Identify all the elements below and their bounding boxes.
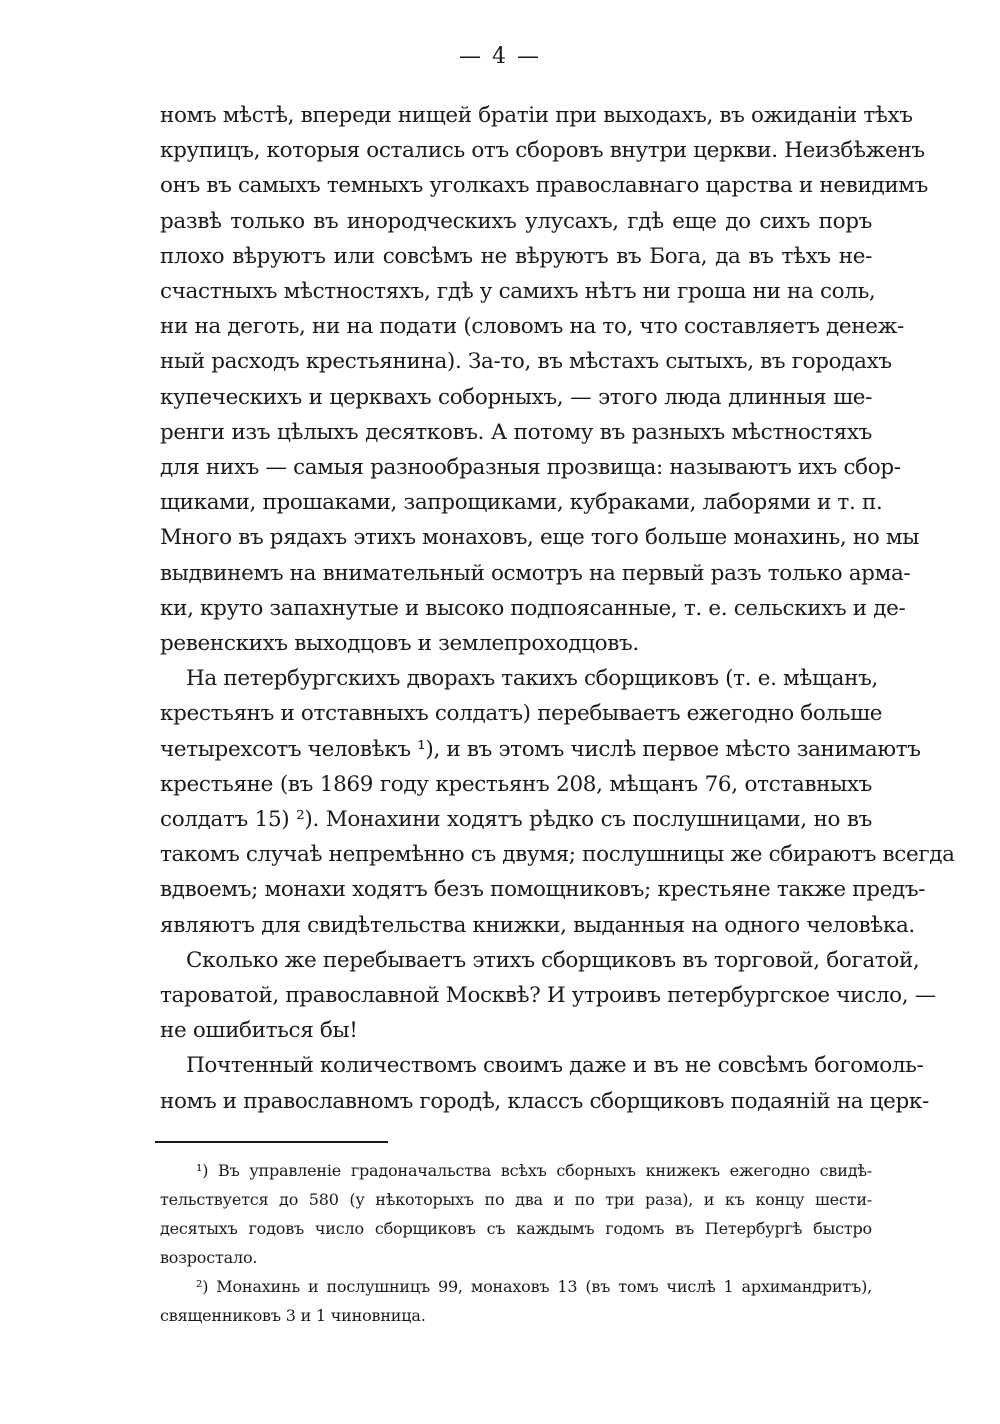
text-line: развѣ только въ инородческихъ улусахъ, гдѣ еще до сихъ поръ [160,208,872,234]
footnote-line: ²) Монахинь и послушницъ 99, монаховъ 13 (въ томъ числѣ 1 архимандритъ), [196,1277,872,1296]
text-line: ренги изъ цѣлыхъ десятковъ. А потому въ разныхъ мѣстностяхъ [160,419,872,445]
footnote-line: тельствуется до 580 (у нѣкоторыхъ по два и по три раза), и къ концу шести- [160,1190,872,1209]
text-line: не ошибиться бы! [160,1018,358,1044]
footnote-divider [155,1141,388,1143]
text-line: выдвинемъ на внимательный осмотръ на первый разъ только арма- [160,560,911,586]
text-line: солдатъ 15) ²). Монахини ходятъ рѣдко съ послушницами, но въ [160,807,872,833]
text-line: ревенскихъ выходцовъ и землепроходцовъ. [160,631,639,657]
text-line: вдвоемъ; монахи ходятъ безъ помощниковъ; крестьяне также предъ- [160,877,926,903]
text-line: крупицъ, которыя остались отъ сборовъ внутри церкви. Неизбѣженъ [160,138,925,164]
text-line: четырехсотъ человѣкъ ¹), и въ этомъ числѣ первое мѣсто занимаютъ [160,736,921,762]
footnote-line: возростало. [160,1248,258,1267]
text-line: являютъ для свидѣтельства книжки, выданныя на одного человѣка. [160,912,915,938]
text-line: номъ мѣстѣ, впереди нищей братіи при выходахъ, въ ожиданіи тѣхъ [160,103,913,128]
text-line: ни на деготь, ни на подати (словомъ на то, что составляетъ денеж- [160,314,904,340]
text-line: Почтенный количествомъ своимъ даже и въ не совсѣмъ богомоль- [186,1053,924,1079]
footnote-line: священниковъ 3 и 1 чиновница. [160,1306,426,1325]
footnote-line: ¹) Въ управленіе градоначальства всѣхъ сборныхъ книжекъ ежегодно свидѣ- [196,1161,872,1180]
body-text [160,98,955,1119]
text-line: онъ въ самыхъ темныхъ уголкахъ православнаго царства и невидимъ [160,173,929,199]
text-line: номъ и православномъ городѣ, классъ сборщиковъ подаяній на церк- [160,1088,929,1114]
footnote-line: десятыхъ годовъ число сборщиковъ съ каждымъ годомъ въ Петербургѣ быстро [160,1219,872,1238]
text-line: крестьянъ и отставныхъ солдатъ) перебываетъ ежегодно больше [160,701,883,727]
text-line: тароватой, православной Москвѣ? И утроивъ петербургское число, — [160,983,936,1009]
text-line: для нихъ — самыя разнообразныя прозвища: называютъ ихъ сбор- [160,455,901,481]
text-line: ки, круто запахнутые и высоко подпоясанные, т. е. сельскихъ и де- [160,595,906,621]
page-number: — 4 — [459,44,541,69]
text-line: плохо вѣруютъ или совсѣмъ не вѣруютъ въ Бога, да въ тѣхъ не- [160,243,872,269]
text-line: ный расходъ крестьянина). За-то, въ мѣстахъ сытыхъ, въ городахъ [160,349,892,375]
text-line: Сколько же перебываетъ этихъ сборщиковъ въ торговой, богатой, [186,947,920,973]
text-line: такомъ случаѣ непремѣнно съ двумя; послушницы же сбираютъ всегда [160,842,955,868]
text-line: Много въ рядахъ этихъ монаховъ, еще того больше монахинь, но мы [160,525,920,551]
text-line: счастныхъ мѣстностяхъ, гдѣ у самихъ нѣтъ ни гроша ни на соль, [160,279,876,305]
text-line: На петербургскихъ дворахъ такихъ сборщиковъ (т. е. мѣщанъ, [186,666,878,692]
text-line: щиками, прошаками, запрощиками, кубраками, лаборями и т. п. [160,490,883,516]
footnotes [160,1156,872,1330]
text-line: купеческихъ и церквахъ соборныхъ, — этого люда длинныя ше- [160,384,872,410]
text-line: крестьяне (въ 1869 году крестьянъ 208, мѣщанъ 76, отставныхъ [160,771,872,797]
